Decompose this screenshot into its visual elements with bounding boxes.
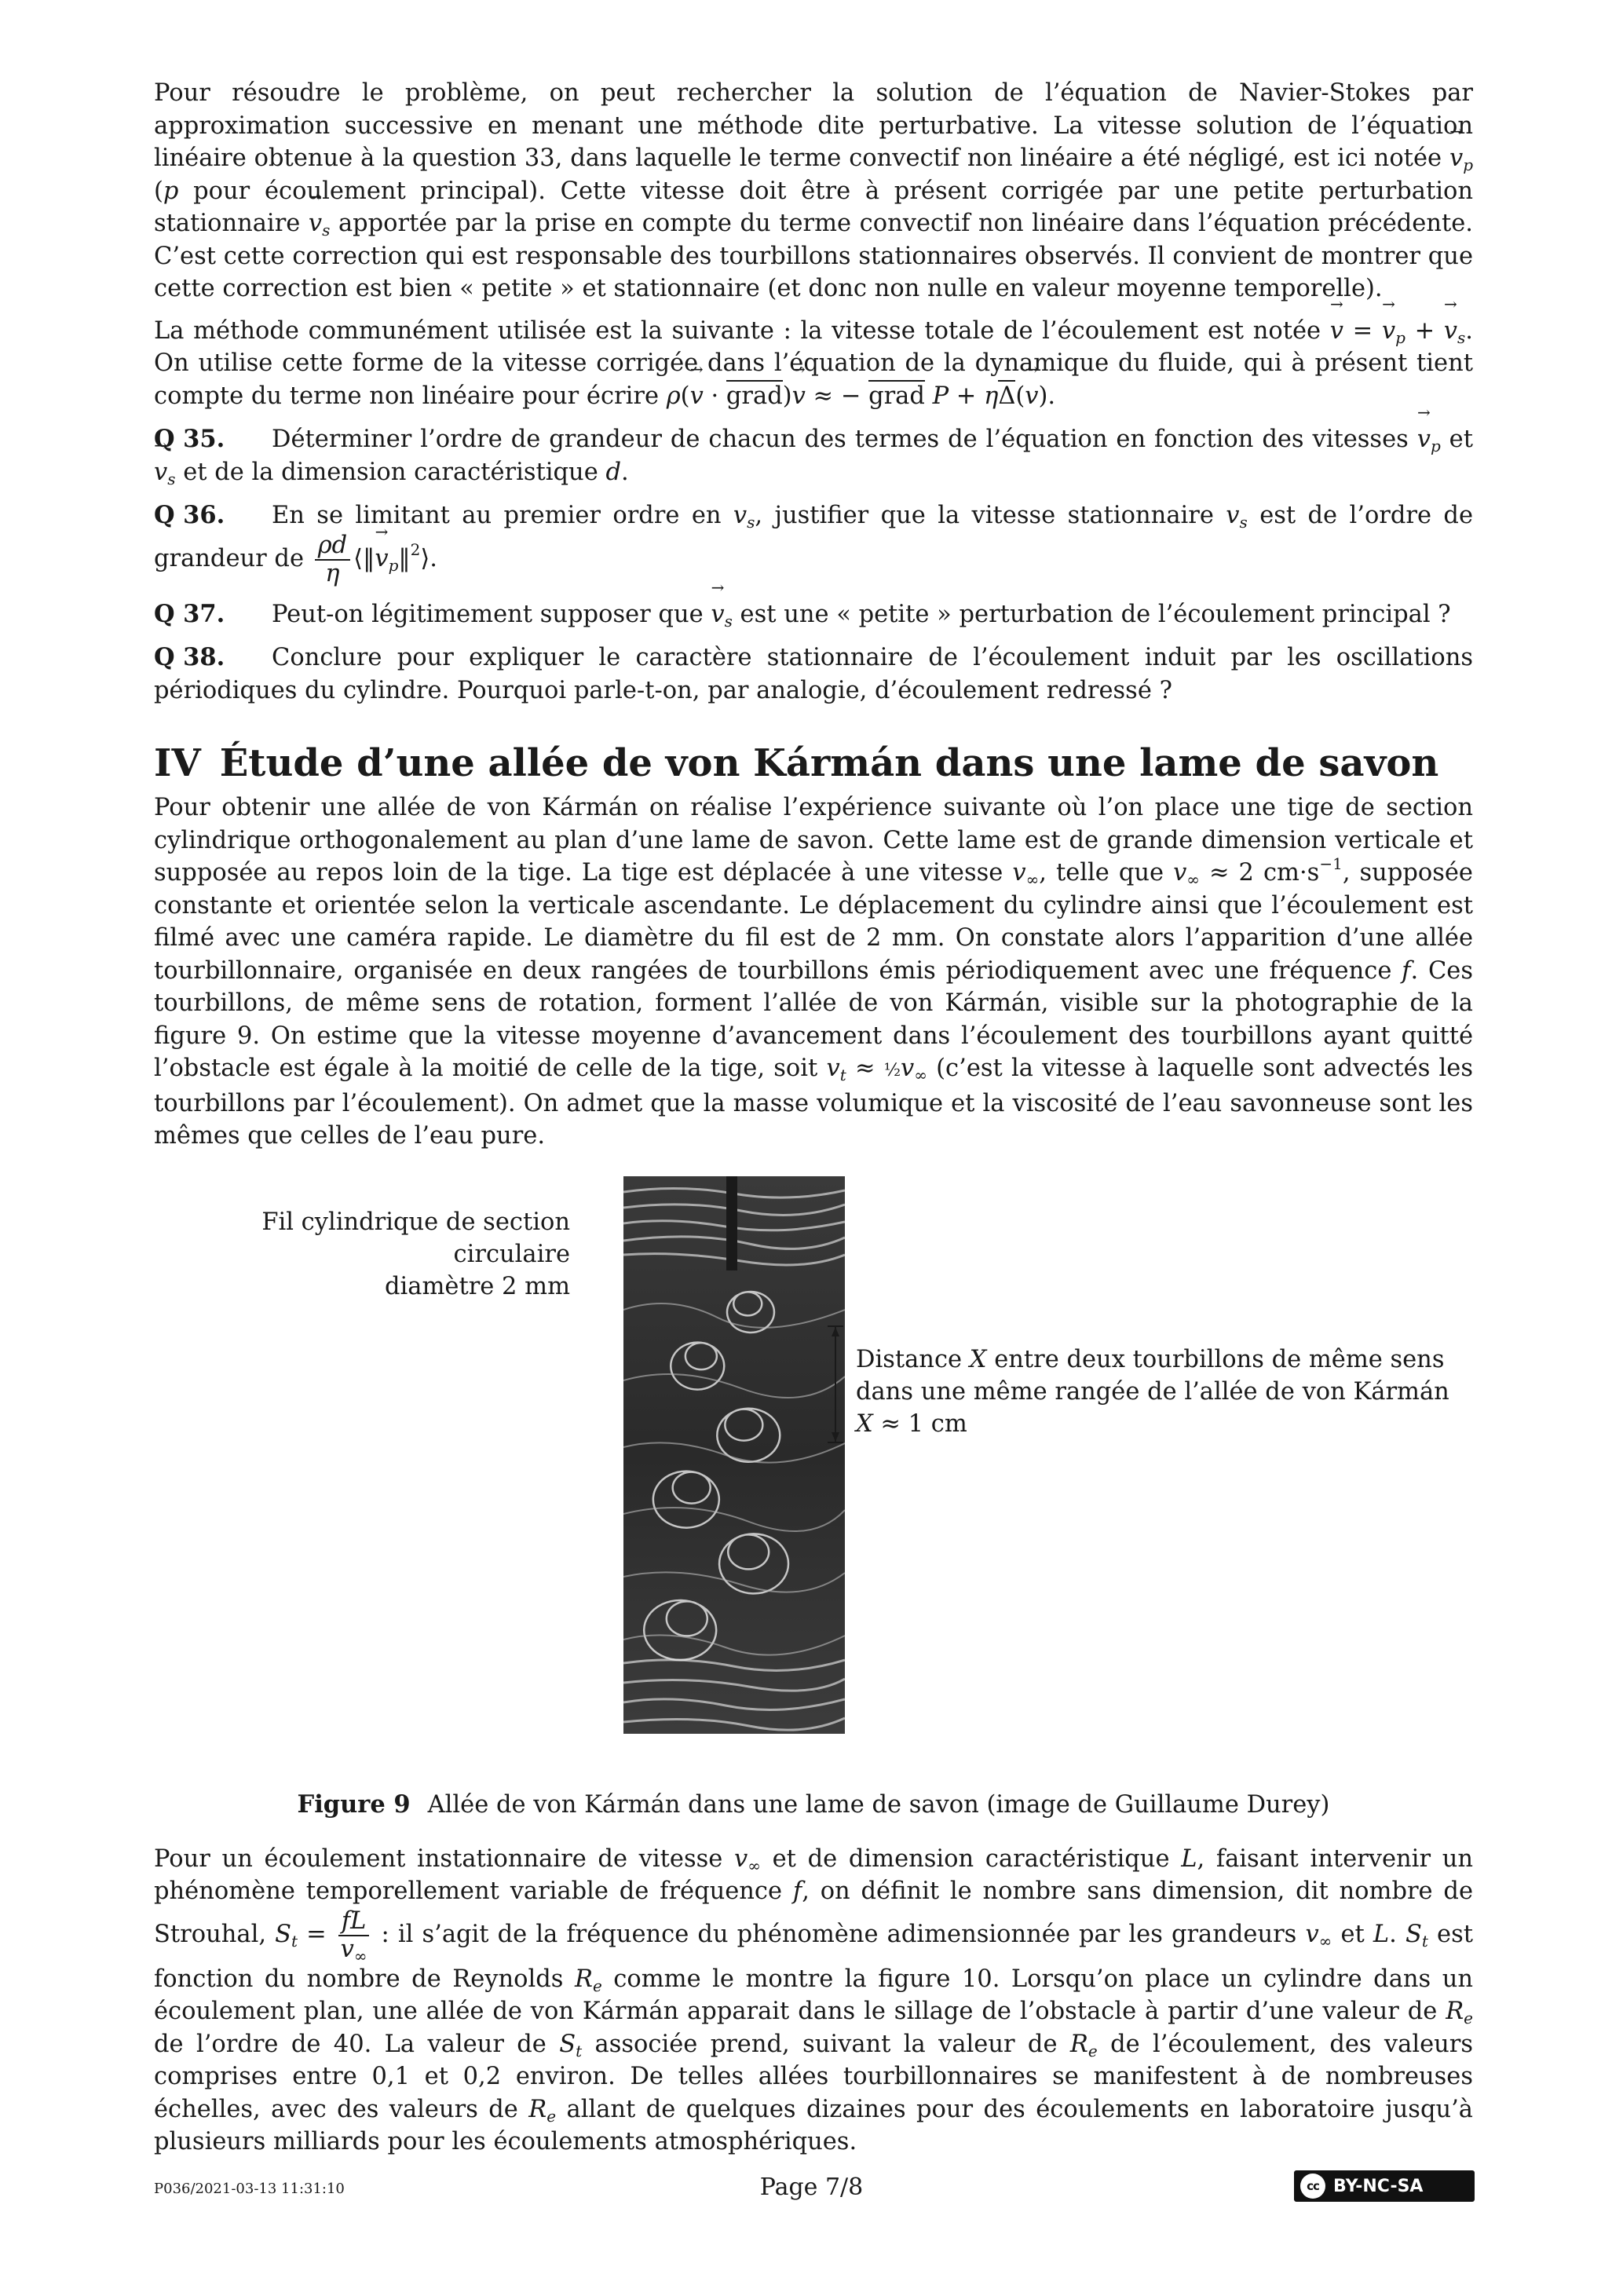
page-number: Page 7/8 (759, 2174, 864, 2201)
paragraph-experiment: Pour obtenir une allée de von Kármán on réalise l’expérience suivante où l’on place une tige de section cylindrique orthogonalement au plan d’une lame de savon. Cette lame est de grande dimension verticale et supposée au repos loin de la tige. La tige est déplacée à une vitesse $v_\infty$, telle que $v_\infty \approx 2$ $cm\cdot s^{-1}$, supposée constante et orientée selon la verticale ascendante. Le déplacement du cylindre ainsi que l’écoulement est filmé avec une caméra rapide. Le diamètre du fil est de 2 mm. On constate alors l’apparition d’une allée tourbillonnaire, organisée en deux rangées de tourbillons émis périodiquement avec une fréquence f. Ces tourbillons, de même sens de rotation, forment l’allée de von Kármán, visible sur la photographie de la figure 9. On estime que la vitesse moyenne d’avancement dans l’écoulement des tourbillons ayant quitté l’obstacle est égale à la moitié de celle de la tige, soit $v_t$ ≈ $\frac{1}{2}v_\infty$ (c’est la vitesse à laquelle sont advectés les tourbillons par l’écoulement). On admet que la masse volumique et la viscosité de l’eau savonneuse sont les mêmes que celles de l’eau pure. (154, 794, 1474, 1150)
label-distance: Distance X entre deux tourbillons de même sens dans une même rangée de l’allée de von Kármán X ≈ 1 cm (856, 1345, 1449, 1438)
footer-doc-id: P036/2021-03-13 11:31:10 (154, 2181, 345, 2197)
question-38: Q 38. Conclure pour expliquer le caractère stationnaire de l’écoulement induit par les oscillations périodiques du cylindre. Pourquoi parle-t-on, par analogie, d’écoulement redressé ? (154, 643, 1473, 704)
distance-arrow-icon (828, 1325, 843, 1443)
question-36: Q 36. En se limitant au premier ordre en $v_s$, justifier que la vitesse stationnaire $v_s$ est de l’ordre de grandeur de $\frac{\rho d}{\eta}$ ⟨‖→ $v_p‖^2⟩$. (154, 499, 1473, 587)
license-badge: cc BY-NC-SA (1294, 2170, 1475, 2202)
karman-vortex-photo (623, 1176, 845, 1734)
question-37: Q 37. Peut-on légitimement supposer que → $v_s$ est une « petite » perturbation de l’écoulement principal ? (154, 598, 1473, 631)
paragraph-intro: Pour résoudre le problème, on peut rechercher la solution de l’équation de Navier-Stokes par approximation successive en menant une méthode dite perturbative. La vitesse solution de l’équation linéaire obtenue à la question 33, dans laquelle le terme convectif non linéaire a été négligé, est ici notée → $v_p$ (p pour écoulement principal). Cette vitesse doit être à présent corrigée par une petite perturbation stationnaire → $v_s$ apportée par la prise en compte du terme convectif non linéaire dans l’équation précédente. C’est cette correction qui est responsable des tourbillons stationnaires observés. Il convient de montrer que cette correction est bien « petite » et stationnaire (et donc non nulle en valeur moyenne temporelle). (154, 77, 1473, 305)
page-content (154, 77, 1473, 2159)
label-wire: Fil cylindrique de section circulaire diamètre 2 mm (261, 1208, 570, 1300)
section-heading: IV Étude d’une allée de von Kármán dans une lame de savon (154, 741, 1439, 785)
paragraph-strouhal: Pour un écoulement instationnaire de vitesse $v_\infty$ et de dimension caractéristique L, faisant intervenir un phénomène temporellement variable de fréquence f, on définit le nombre sans dimension, dit nombre de Strouhal, $S_t$ = $\frac{fL}{v_\infty}$ : il s’agit de la fréquence du phénomène adimensionnée par les grandeurs $v_\infty$ et L. $S_t$ est fonction du nombre de Reynolds $R_e$ comme le montre la figure 10. Lorsqu’on place un cylindre dans un écoulement plan, une allée de von Kármán apparait dans le sillage de l’obstacle à partir d’une valeur de $R_e$ de l’ordre de 40. La valeur de $S_t$ associée prend, suivant la valeur de $R_e$ de l’écoulement, des valeurs comprises entre 0,1 et 0,2 environ. De telles allées tourbillonnaires se manifestent à de nombreuses échelles, avec des valeurs de $R_e$ allant de quelques dizaines pour des écoulements en laboratoire jusqu’à plusieurs milliards pour les écoulements atmosphériques. (154, 1844, 1474, 2155)
paragraph-method: La méthode communément utilisée est la suivante : la vitesse totale de l’écoulement est notée → v = → $v_p$ + → $v_s$. On utilise cette forme de la vitesse corrigée dans l’équation de la dynamique du fluide, qui à présent tient compte du terme non linéaire pour écrire ρ(→ v · grad)→ v ≈ − grad P + ηΔ(→ v). (154, 315, 1473, 413)
cc-icon: cc (1300, 2174, 1325, 2199)
question-35: Q 35. Déterminer l’ordre de grandeur de chacun des termes de l’équation en fonction des vitesses → $v_p$ et → $v_s$ et de la dimension caractéristique d. (154, 423, 1473, 488)
figure-9 (154, 1176, 1473, 1773)
figure-caption: Figure 9 Allée de von Kármán dans une lame de savon (image de Guillaume Durey) (297, 1790, 1330, 1819)
